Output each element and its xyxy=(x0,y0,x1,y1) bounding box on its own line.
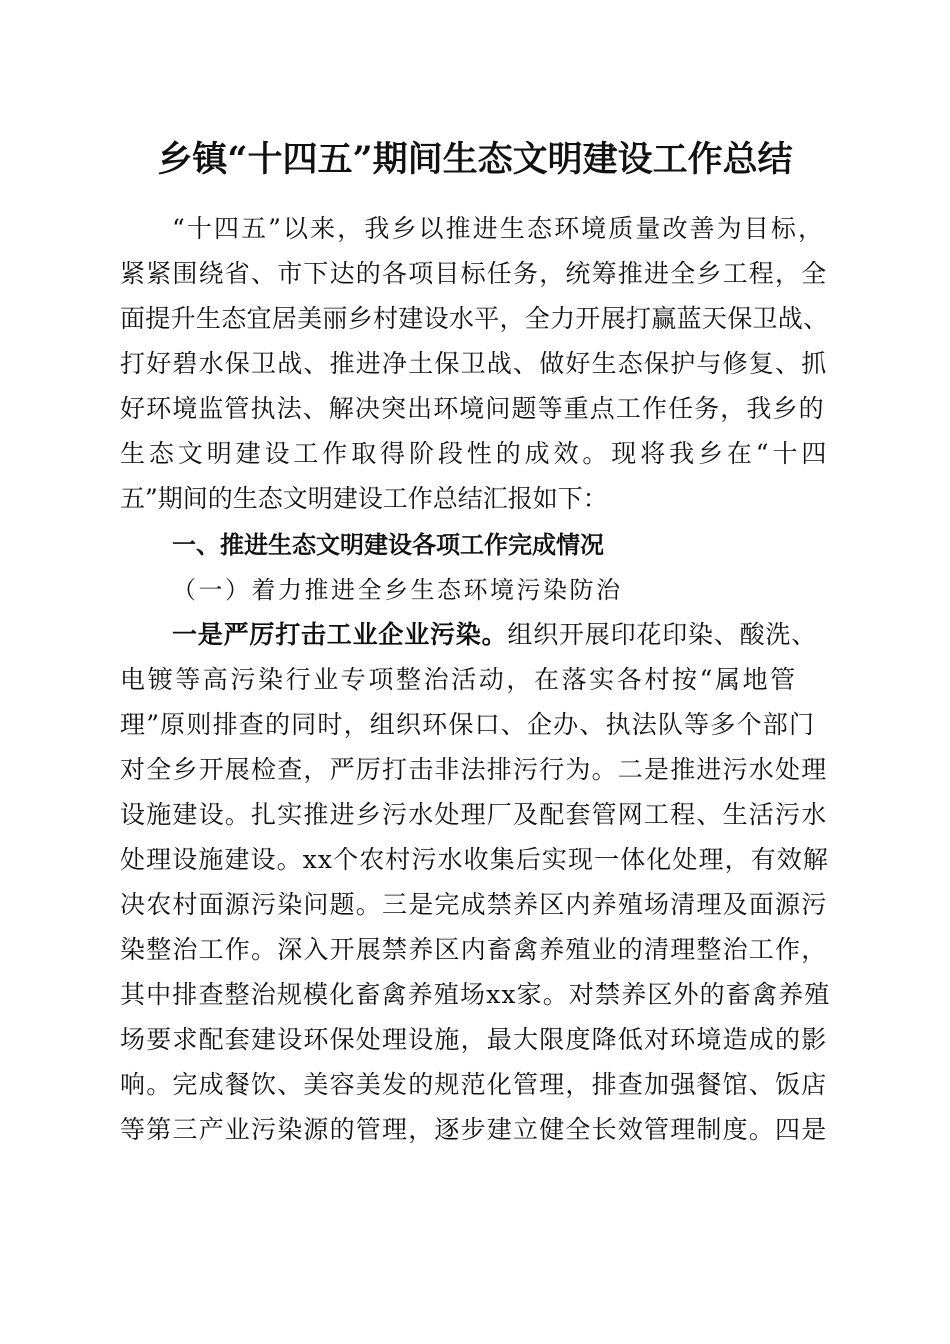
body-line-rest: 组织开展印花印染、酸洗、 xyxy=(507,620,818,649)
body-line-text: 决农村面源污染问题。三是完成禁养区内养殖场清理及面源污 xyxy=(120,890,828,919)
document-title: 乡镇“十四五”期间生态文明建设工作总结 xyxy=(157,139,793,180)
body-line-text: 响。完成餐饮、美容美发的规范化管理，排查加强餐馆、饭店 xyxy=(120,1070,828,1099)
section-heading-text: 一、推进生态文明建设各项工作完成情况 xyxy=(172,531,604,559)
intro-line-text: “十四五”以来，我乡以推进生态环境质量改善为目标， xyxy=(172,214,826,243)
intro-line-text: 紧紧围绕省、市下达的各项目标任务，统筹推进全乡工程，全 xyxy=(120,259,828,288)
intro-line-text: 五”期间的生态文明建设工作总结汇报如下： xyxy=(120,484,608,513)
body-line-text: 染整治工作。深入开展禁养区内畜禽养殖业的清理整治工作， xyxy=(120,935,828,964)
intro-line-text: 好环境监管执法、解决突出环境问题等重点工作任务，我乡的 xyxy=(120,394,825,423)
body-line-text: 场要求配套建设环保处理设施，最大限度降低对环境造成的影 xyxy=(120,1025,828,1054)
body-line-text: 电镀等高污染行业专项整治活动，在落实各村按“属地管 xyxy=(120,665,798,694)
intro-line-text: 生态文明建设工作取得阶段性的成效。现将我乡在“十四 xyxy=(120,439,831,468)
lead-phrase: 一是严厉打击工业企业污染。 xyxy=(172,620,508,649)
body-line-text: 其中排查整治规模化畜禽养殖场xx家。对禁养区外的畜禽养殖 xyxy=(120,980,831,1009)
body-line-text xyxy=(172,613,817,657)
body-line-text: 设施建设。扎实推进乡污水处理厂及配套管网工程、生活污水 xyxy=(120,800,828,829)
intro-line-text: 打好碧水保卫战、推进净土保卫战、做好生态保护与修复、抓 xyxy=(120,349,828,378)
body-line-text: 处理设施建设。xx个农村污水收集后实现一体化处理，有效解 xyxy=(120,845,830,874)
body-line-text: 等第三产业污染源的管理，逐步建立健全长效管理制度。四是 xyxy=(120,1115,828,1144)
subsection-heading-text: （一）着力推进全乡生态环境污染防治 xyxy=(172,576,623,604)
body-line-text: 理”原则排查的同时，组织环保口、企办、执法队等多个部门 xyxy=(120,710,816,739)
body-line-text: 对全乡开展检查，严厉打击非法排污行为。二是推进污水处理 xyxy=(120,755,828,784)
intro-line-text: 面提升生态宜居美丽乡村建设水平，全力开展打赢蓝天保卫战、 xyxy=(120,304,829,333)
